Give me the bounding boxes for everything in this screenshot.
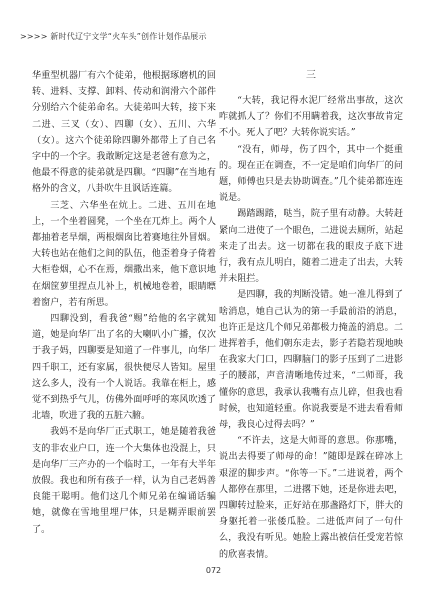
paragraph: 四聊没到，看我爸“赐”给他的名字就知道，她是向华厂出了名的大喇叭小广播，仅次于我子妈，四聊要是知道了一件事儿，向华厂四千职工，还有家属，很快便尽人皆知。屋里这么多人，没有一个人说话。我靠在柜上，感觉不到热乎气儿，仿佛外面呼呼的寒风吹透了北墙，吹进了我的五脏六腑。 (32, 314, 216, 422)
section-number: 三 (306, 70, 316, 81)
page-header: >>>> 新时代辽宁文学“火车头”创作计划作品展示 (20, 32, 207, 41)
paragraph: 华重型机器厂有六个徒弟，他根据琢磨机的回转、进料、支撑、卸料、传动和润滑六个部件分别给六个徒弟命名。大徒弟叫大转，接下来二进、三叉（女）、四聊（女）、五川、六华（女）。这六个徒弟除四聊外都带上了自己名字中的一个字。我敢断定这是老爸有意为之，他最不得意的徒弟就是四聊。“四聊”在当地有格外的含义，八卦吹牛且讽话连篇。 (32, 71, 216, 195)
paragraph: 踢踏踢踏，哒当，院子里有动静。大转赶紧向二进使了一个眼色，二进说去厕所，站起来走了出去。这一切都在我的眼皮子底下进行，我有点儿明白，随着二进走了出去，大转并未阻拦。 (219, 209, 403, 285)
paragraph: “不许去，这是大师哥的意思。你那嘴，说出去得要了师母的命！”随即是踩在碎冰上艰涩的脚步声。“你等一下。”二进说着，两个人都停在那里，二进撂下她，还是你进去吧，四聊转过脸来，正好站在那盏路灯下，胖大的身躯托着一张倭瓜脸。二进低声问了一句什么，我没有听见。她脸上露出被信任受宠若惊的欣喜表情。 (219, 436, 403, 560)
page-number: 072 (205, 566, 222, 575)
paragraph: 三芝、六华坐在炕上。二进、五川在地上，一个坐着圆凳，一个坐在兀炸上。两个人都抽着老旱烟，两根烟囱比着赛地往外冒烟。大转也站在他们之间的队伍，他歪着身子倚着大柜卷烟，心不在焉，烟撒出来，他下意识地在烟筐萝里捏点儿补上，机械地卷着，眼睛瞟着窗户，若有所思。 (32, 200, 216, 308)
paragraph: 我妈不是向华厂正式职工，她是随着我爸支的非农业户口，连一个大集体也没混上，只是向华厂三产办的一个临时工，一年有大半年放假。我也和所有孩子一样，认为自己老妈善良能干聪明。他们这几个师兄弟在编诵话骗她，就像在雪地里埋尸体，只是糊弄眼前罢了。 (32, 427, 216, 535)
paragraph: 是四聊，我的判断没错。她一准儿得到了啥消息，她自己认为的第一手最前沿的消息，也许正是这几个师兄弟都极力掩盖的消息。二进挥着手，他们朝东走去，影子若隐若现地映在我家大门口，四聊脑门的影子压到了二进影子的腰部，声音清晰地传过来，“二师哥，我懂你的意思，我承认我嘴有点儿碎，但我也看时候，也知道轻重。你说我要是不进去看看师母，我良心过得去吗？” (219, 290, 403, 431)
left-text-column (32, 68, 216, 538)
paragraph: “大转，我记得水泥厂经常出事故，这次咋就抓人了？你们不用瞒着我，这次事故肯定不小。死人了吧？大转你说实话。” (219, 96, 403, 139)
paragraph: “没有，师母，伤了四个，其中一个挺重的。现在正在调查，不一定是咱们向华厂的问题，师傅也只是去协助调查。”几个徒弟都连连说是。 (219, 144, 403, 204)
right-text-column (219, 93, 403, 563)
